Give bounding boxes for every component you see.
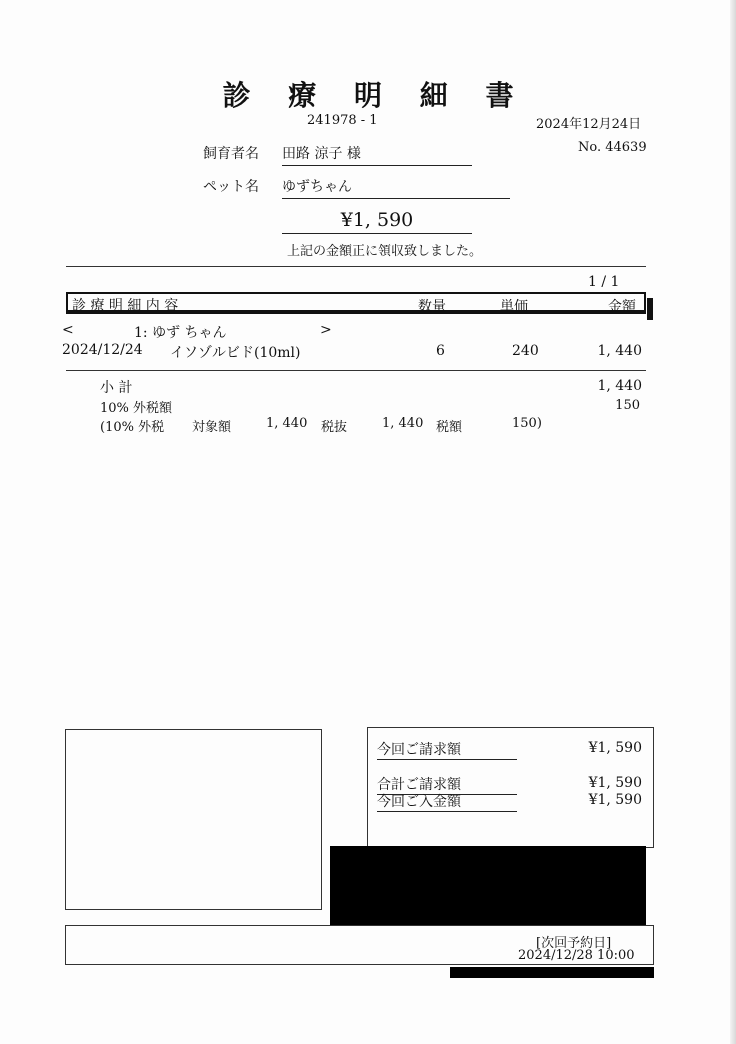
current-billing-value: ¥1, 590 bbox=[588, 740, 642, 756]
header-content: 診 療 明 細 内 容 bbox=[72, 298, 179, 314]
header-bar-shadow bbox=[647, 298, 653, 320]
paid-value: ¥1, 590 bbox=[588, 792, 642, 808]
pretax-label: 税抜 bbox=[321, 420, 348, 435]
receipt-amount: ¥1, 590 bbox=[282, 209, 472, 234]
current-billing-label: 今回ご請求額 bbox=[377, 739, 517, 760]
total-billing-label: 合計ご請求額 bbox=[377, 774, 517, 795]
pet-name: ゆずちゃん bbox=[282, 176, 510, 199]
header-unit-price: 単価 bbox=[500, 299, 528, 315]
header-amount: 金額 bbox=[608, 299, 636, 315]
tax-target-value: 1, 440 bbox=[266, 416, 308, 431]
section-divider bbox=[66, 266, 646, 267]
owner-name: 田路 涼子 様 bbox=[282, 143, 472, 166]
stamp-box bbox=[65, 729, 322, 910]
tax-value: 150 bbox=[615, 398, 640, 413]
total-billing-value: ¥1, 590 bbox=[588, 775, 642, 791]
group-bracket-open: < bbox=[62, 322, 74, 338]
group-pet-label: 1: ゆず ちゃん bbox=[134, 325, 227, 341]
pet-label: ペット名 bbox=[203, 179, 259, 195]
redacted-strip bbox=[450, 967, 654, 978]
owner-label: 飼育者名 bbox=[203, 146, 259, 162]
paid-label: 今回ご入金額 bbox=[377, 791, 517, 812]
tax-target-label: 対象額 bbox=[192, 420, 232, 435]
item-quantity: 6 bbox=[436, 343, 445, 359]
item-date: 2024/12/24 bbox=[62, 342, 143, 358]
item-unit-price: 240 bbox=[512, 343, 539, 359]
record-number: 241978 - 1 bbox=[307, 113, 378, 128]
item-amount: 1, 440 bbox=[597, 343, 642, 359]
page-edge-shadow bbox=[730, 0, 736, 1044]
group-bracket-close: > bbox=[320, 322, 332, 338]
document-title: 診 療 明 細 書 bbox=[222, 79, 528, 112]
table-divider bbox=[66, 370, 646, 371]
redacted-block bbox=[330, 846, 646, 926]
tax-label: 10% 外税額 bbox=[100, 401, 173, 416]
item-name: イソゾルビド(10ml) bbox=[170, 345, 301, 361]
receipt-number: No. 44639 bbox=[578, 140, 647, 155]
breakdown-tax-value: 150) bbox=[512, 416, 542, 431]
next-appointment-label: [次回予約日] bbox=[536, 936, 612, 951]
issue-date: 2024年12月24日 bbox=[536, 117, 642, 132]
receipt-note: 上記の金額正に領収致しました。 bbox=[287, 244, 483, 259]
next-appointment-value: 2024/12/28 10:00 bbox=[518, 948, 635, 963]
subtotal-value: 1, 440 bbox=[597, 378, 642, 394]
pretax-value: 1, 440 bbox=[382, 416, 424, 431]
tax-breakdown-open: (10% 外税 bbox=[100, 420, 165, 435]
page-counter: 1 / 1 bbox=[588, 274, 620, 290]
breakdown-tax-label: 税額 bbox=[436, 420, 463, 435]
header-quantity: 数量 bbox=[418, 299, 446, 315]
subtotal-label: 小 計 bbox=[100, 380, 133, 396]
